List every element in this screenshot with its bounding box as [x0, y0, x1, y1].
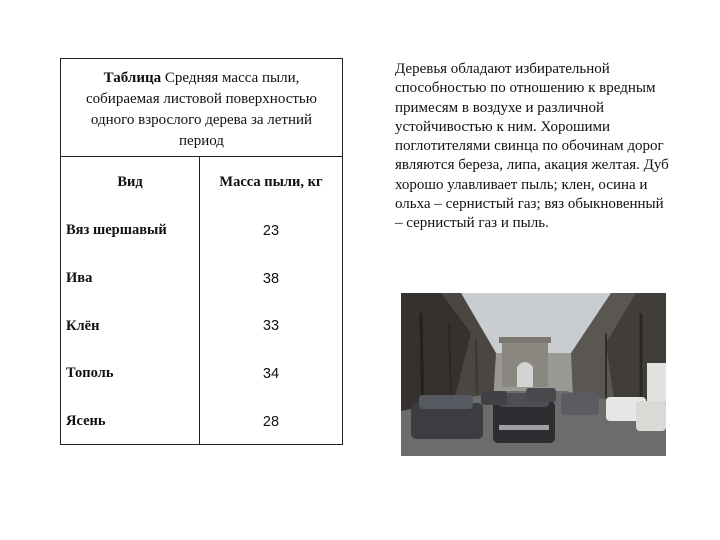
- table-caption: [61, 59, 342, 157]
- header-species: Вид: [61, 157, 200, 207]
- trees-pollution-paragraph: Деревья обладают избирательной способностью по отношению к вредным примесям в воздухе и различной устойчивостью к ним. Хорошими поглотителями свинца по обочинам дорог являются береза, липа, акация желтая. Дуб хорошо улавливает пыль; клен, осина и ольха – сернистый газ; вяз обыкновенный – сернистый газ и пыль.: [395, 61, 669, 232]
- triumphal-arch: [499, 337, 551, 387]
- table-caption-label: Таблица: [103, 70, 162, 86]
- table-caption-text: Средняя масса пыли, собираемая листовой поверхностью одного взрослого дерева за летний период: [86, 70, 317, 149]
- row-dust-mass: 23: [262, 222, 280, 239]
- row-species: Тополь: [61, 350, 200, 398]
- row-dust-mass: 34: [262, 365, 280, 382]
- street-photo-illustration: [401, 293, 666, 456]
- table-row: [61, 302, 342, 350]
- table-header-row: [61, 157, 342, 207]
- row-dust-mass: 38: [262, 270, 280, 287]
- row-species: Вяз шершавый: [61, 207, 200, 255]
- table-row: [61, 350, 342, 398]
- dust-mass-table: [61, 157, 342, 445]
- row-species: Ясень: [61, 398, 200, 446]
- header-dust-mass: Масса пыли, кг: [219, 173, 323, 190]
- row-dust-mass: 33: [262, 318, 280, 335]
- street-traffic-photo: [401, 293, 666, 456]
- row-species: Клён: [61, 302, 200, 350]
- row-dust-mass: 28: [262, 413, 280, 430]
- row-species: Ива: [61, 255, 200, 303]
- table-row: [61, 207, 342, 255]
- dust-mass-table-frame: [60, 58, 343, 445]
- table-row: [61, 255, 342, 303]
- table-row: [61, 398, 342, 446]
